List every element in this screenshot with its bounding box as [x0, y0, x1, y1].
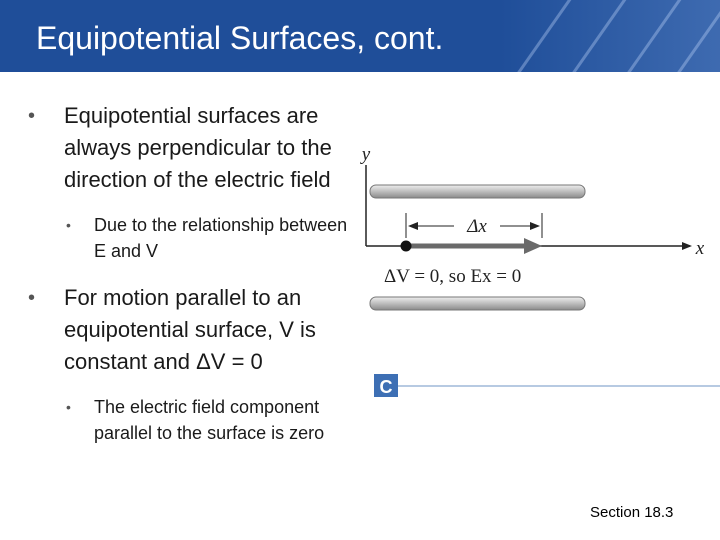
y-axis-label: y — [361, 144, 371, 165]
bullet-2-text: For motion parallel to an equipotential surface, V is constant and ΔV = 0 — [64, 285, 316, 374]
dx-left-arrowhead — [408, 222, 418, 230]
dx-label: Δx — [467, 216, 487, 237]
panel-letter: C — [379, 377, 393, 397]
dx-right-arrowhead — [530, 222, 540, 230]
slide-title: Equipotential Surfaces, cont. — [36, 20, 444, 56]
bullet-marker: • — [66, 217, 71, 233]
bullet-marker: • — [28, 287, 36, 309]
equation-label: ΔV = 0, so Ex = 0 — [384, 266, 522, 287]
upper-plate — [370, 185, 585, 198]
charge-point — [401, 241, 412, 252]
lower-plate — [370, 297, 585, 310]
x-axis-label: x — [695, 238, 705, 259]
bullet-marker: • — [28, 105, 36, 127]
bullet-marker: • — [66, 399, 71, 415]
displacement-arrowhead — [524, 238, 542, 254]
x-axis-arrowhead — [682, 242, 692, 250]
sub-bullet-2-text: The electric field component parallel to the surface is zero — [94, 397, 325, 443]
sub-bullet-1-text: Due to the relationship between E and V — [94, 215, 348, 261]
section-label: Section 18.3 — [590, 504, 674, 521]
bullet-1-text: Equipotential surfaces are always perpendicular to the direction of the electric field — [64, 103, 332, 192]
